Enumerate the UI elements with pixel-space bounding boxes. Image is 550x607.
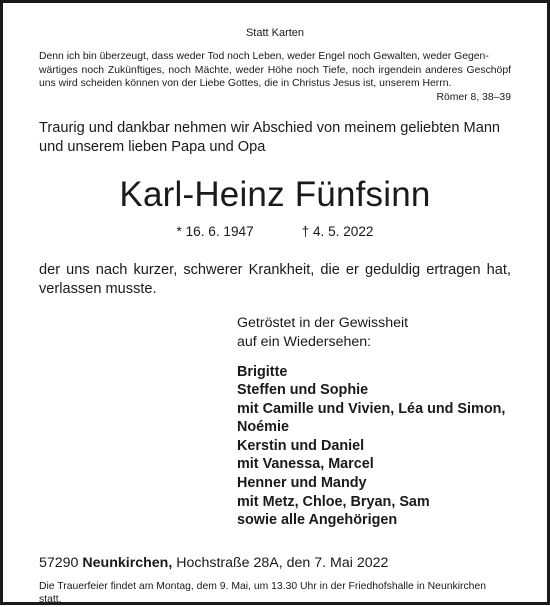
family-line: sowie alle Angehörigen — [237, 512, 398, 529]
family-line: mit Vanessa, Marcel — [237, 456, 374, 473]
bible-reference: Römer 8, 38–39 — [436, 91, 511, 103]
intro-text: Traurig und dankbar nehmen wir Abschied von meinem geliebten Mann und unserem lieben Papa und Opa — [39, 119, 501, 155]
consolation-line: Getröstet in der Gewissheit — [237, 314, 409, 331]
family-line: Kerstin und Daniel — [237, 437, 365, 454]
family-list — [237, 363, 511, 530]
consolation-text — [237, 314, 511, 352]
deceased-name: Karl-Heinz Fünfsinn — [119, 174, 431, 214]
family-line: Noémie — [237, 419, 289, 436]
funeral-service-info: Die Trauerfeier findet am Montag, dem 9. Mai, um 13.30 Uhr in der Friedhofshalle in Neunkirchen statt. — [39, 580, 487, 606]
family-line: Steffen und Sophie — [237, 382, 369, 399]
consolation-line: auf ein Wiedersehen: — [237, 333, 372, 350]
body-text: der uns nach kurzer, schwerer Krankheit, die er geduldig ertragen hat, verlassen musste. — [39, 261, 511, 297]
family-line: mit Camille und Vivien, Léa und Simon, — [237, 400, 506, 417]
address-date: Hochstraße 28A, den 7. Mai 2022 — [176, 554, 389, 571]
family-line: Henner und Mandy — [237, 475, 367, 492]
town-name: Neunkirchen, — [82, 554, 173, 571]
bible-quote: Denn ich bin überzeugt, dass weder Tod noch Leben, weder Engel noch Gewalten, weder Gegen- wärtiges noch Zukünftiges, noch Mächte, weder Höhe noch Tiefe, noch irgendein anderes Geschöpf uns wird scheiden können von der Liebe Gottes, die in Christus Jesus ist, unserem Herrn. — [39, 51, 511, 89]
postcode: 57290 — [39, 554, 79, 571]
family-line: Brigitte — [237, 363, 288, 380]
life-dates — [39, 224, 511, 239]
death-date: † 4. 5. 2022 — [301, 223, 374, 239]
family-line: mit Metz, Chloe, Bryan, Sam — [237, 493, 430, 510]
location-date-line — [39, 554, 511, 572]
birth-date: * 16. 6. 1947 — [176, 223, 254, 239]
header-statt-karten: Statt Karten — [245, 27, 305, 39]
